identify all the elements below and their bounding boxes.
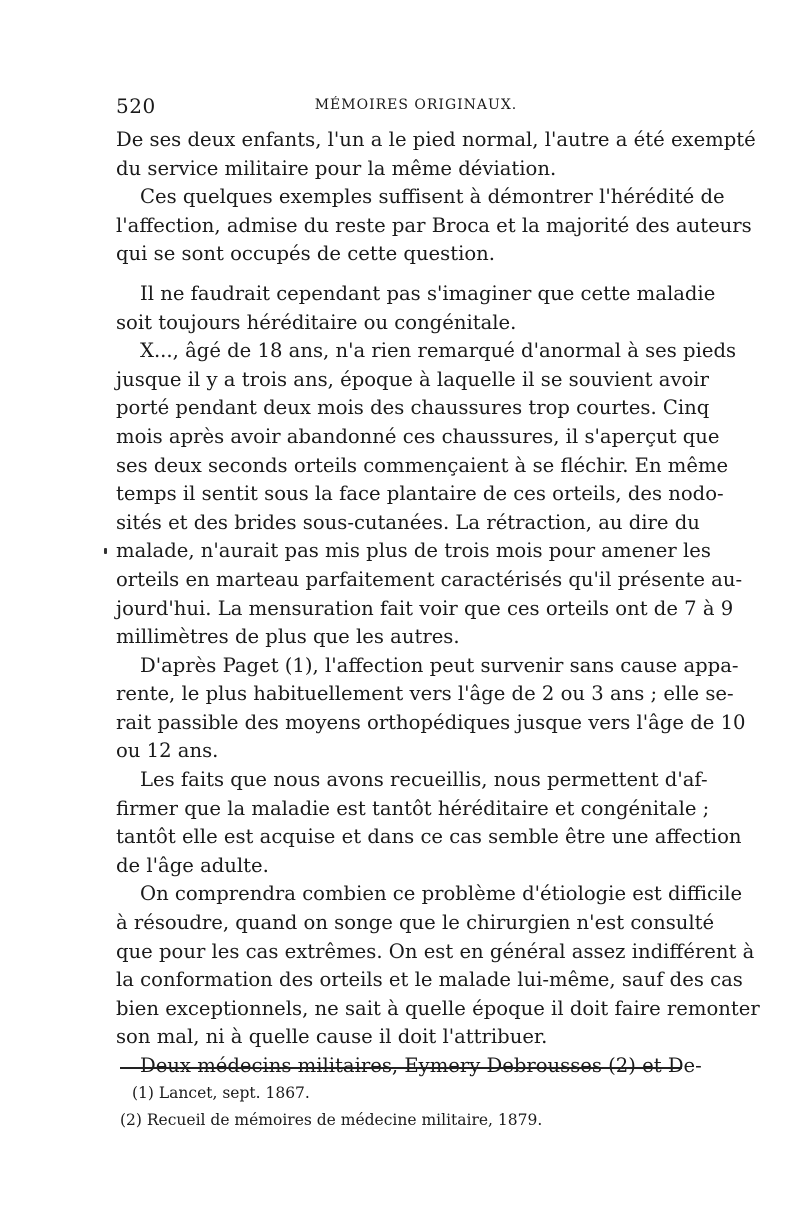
text-line: porté pendant deux mois des chaussures trop courtes. Cinq — [116, 396, 710, 420]
text-line: ses deux seconds orteils commençaient à se fléchir. En même — [116, 453, 729, 477]
text-line: jourd'hui. La mensuration fait voir que ces orteils ont de 7 à 9 — [116, 596, 734, 620]
text-line: De ses deux enfants, l'un a le pied normal, l'autre a été exempté — [116, 128, 756, 151]
text-line: que pour les cas extrêmes. On est en général assez indifférent à — [116, 939, 755, 963]
paragraph — [116, 126, 756, 183]
text-line: soit toujours héréditaire ou congénitale. — [116, 310, 517, 334]
text-line: D'après Paget (1), l'affection peut survenir sans cause appa- — [140, 653, 739, 677]
footnote-2: (2) Recueil de mémoires de médecine militaire, 1879. — [120, 1111, 543, 1129]
text-line: X..., âgé de 18 ans, n'a rien remarqué d'anormal à ses pieds — [140, 339, 737, 363]
paragraph — [116, 280, 716, 337]
text-line: Ces quelques exemples suffisent à démontrer l'hérédité de — [140, 185, 725, 209]
text-line: malade, n'aurait pas mis plus de trois mois pour amener les — [116, 539, 711, 563]
text-line: de l'âge adulte. — [116, 853, 269, 877]
text-line: son mal, ni à quelle cause il doit l'attribuer. — [116, 1025, 548, 1049]
text-line: Les faits que nous avons recueillis, nous permettent d'af- — [140, 768, 708, 792]
paragraph — [116, 880, 760, 1052]
text-line: du service militaire pour la même déviation. — [116, 156, 557, 180]
text-line: sités et des brides sous-cutanées. La rétraction, au dire du — [116, 510, 700, 534]
page-header — [116, 94, 686, 124]
footnotes — [120, 1080, 680, 1134]
text-line: mois après avoir abandonné ces chaussures, il s'aperçut que — [116, 424, 720, 448]
text-line: bien exceptionnels, ne sait à quelle époque il doit faire remonter — [116, 996, 760, 1020]
print-speck — [104, 548, 107, 554]
text-line: jusque il y a trois ans, époque à laquelle il se souvient avoir — [116, 367, 709, 391]
text-line: rente, le plus habituellement vers l'âge de 2 ou 3 ans ; elle se- — [116, 682, 734, 706]
text-line: Deux médecins militaires, Eymery Debrousses (2) et De- — [140, 1054, 702, 1077]
text-line: l'affection, admise du reste par Broca et la majorité des auteurs — [116, 213, 752, 237]
text-line: firmer que la maladie est tantôt héréditaire et congénitale ; — [116, 796, 710, 820]
footnote-1: (1) Lancet, sept. 1867. — [132, 1084, 310, 1102]
text-line: qui se sont occupés de cette question. — [116, 242, 495, 266]
text-line: orteils en marteau parfaitement caractérisés qu'il présente au- — [116, 567, 743, 591]
text-line: millimètres de plus que les autres. — [116, 625, 460, 649]
text-line: rait passible des moyens orthopédiques jusque vers l'âge de 10 — [116, 710, 746, 734]
text-line: On comprendra combien ce problème d'étiologie est difficile — [140, 882, 743, 906]
body-text — [116, 126, 760, 1081]
text-line: ou 12 ans. — [116, 739, 219, 763]
text-line: temps il sentit sous la face plantaire de ces orteils, des nodo- — [116, 482, 724, 506]
paragraph — [116, 337, 743, 652]
text-line: Il ne faudrait cependant pas s'imaginer que cette maladie — [140, 281, 716, 305]
text-line: à résoudre, quand on songe que le chirurgien n'est consulté — [116, 911, 715, 935]
paragraph — [116, 766, 742, 880]
page-number: 520 — [116, 94, 156, 118]
paragraph — [116, 183, 752, 269]
paragraph-gap — [116, 269, 686, 280]
text-line: la conformation des orteils et le malade lui-même, sauf des cas — [116, 968, 743, 992]
footnote-rule — [120, 1067, 682, 1069]
text-line: tantôt elle est acquise et dans ce cas semble être une affection — [116, 825, 742, 849]
paragraph — [116, 652, 746, 766]
running-title: MÉMOIRES ORIGINAUX. — [314, 97, 518, 113]
